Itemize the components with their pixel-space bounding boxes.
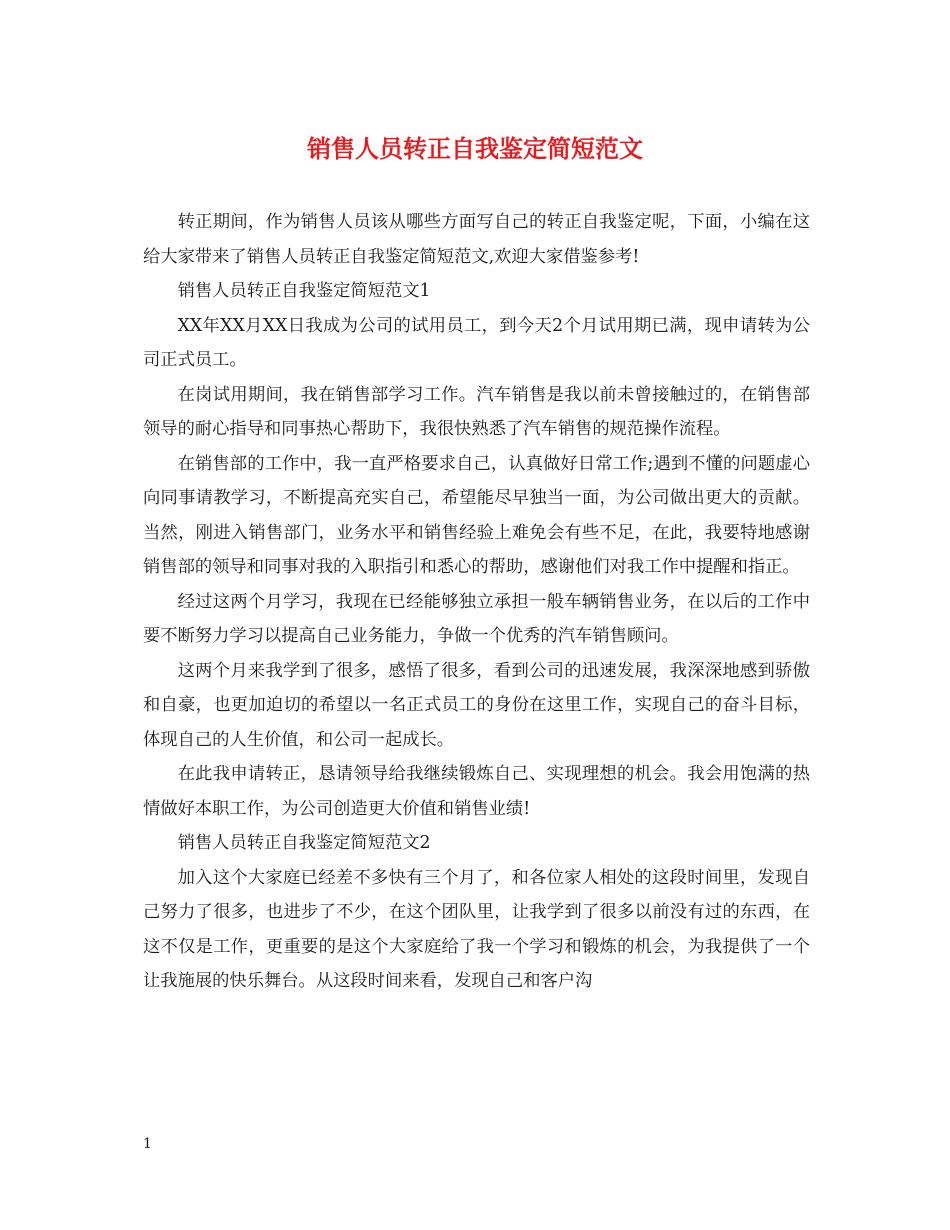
body-paragraph: 加入这个大家庭已经差不多快有三个月了，和各位家人相处的这段时间里，发现自己努力了很多，也进步了不少，在这个团队里，让我学到了很多以前没有过的东西，在这不仅是工作，更重要的是这个大家庭给了我一个学习和锻炼的机会，为我提供了一个让我施展的快乐舞台。从这段时间来看，发现自己和客户沟 xyxy=(143,867,810,991)
page-number: 1 xyxy=(143,1136,152,1152)
document-body xyxy=(143,205,810,999)
section-heading-1: 销售人员转正自我鉴定简短范文1 xyxy=(177,281,431,301)
section-heading-2: 销售人员转正自我鉴定简短范文2 xyxy=(177,833,431,853)
body-paragraph: 在岗试用期间，我在销售部学习工作。汽车销售是我以前未曾接触过的，在销售部领导的耐心指导和同事热心帮助下，我很快熟悉了汽车销售的规范操作流程。 xyxy=(143,384,810,439)
body-paragraph: 经过这两个月学习，我现在已经能够独立承担一般车辆销售业务，在以后的工作中要不断努力学习以提高自己业务能力，争做一个优秀的汽车销售顾问。 xyxy=(143,591,810,646)
body-paragraph: XX年XX月XX日我成为公司的试用员工，到今天2个月试用期已满，现申请转为公司正式员工。 xyxy=(143,315,810,370)
document-title: 销售人员转正自我鉴定简短范文 xyxy=(307,134,643,163)
body-paragraph: 在此我申请转正，恳请领导给我继续锻炼自己、实现理想的机会。我会用饱满的热情做好本职工作，为公司创造更大价值和销售业绩! xyxy=(143,764,810,819)
body-paragraph: 这两个月来我学到了很多，感悟了很多，看到公司的迅速发展，我深深地感到骄傲和自豪，也更加迫切的希望以一名正式员工的身份在这里工作，实现自己的奋斗目标，体现自己的人生价值，和公司一起成长。 xyxy=(143,660,810,750)
intro-paragraph: 转正期间，作为销售人员该从哪些方面写自己的转正自我鉴定呢，下面，小编在这给大家带来了销售人员转正自我鉴定简短范文,欢迎大家借鉴参考! xyxy=(143,212,810,267)
body-paragraph: 在销售部的工作中，我一直严格要求自己，认真做好日常工作;遇到不懂的问题虚心向同事请教学习，不断提高充实自己，希望能尽早独当一面，为公司做出更大的贡献。当然，刚进入销售部门，业务水平和销售经验上难免会有些不足，在此，我要特地感谢销售部的领导和同事对我的入职指引和悉心的帮助，感谢他们对我工作中提醒和指正。 xyxy=(143,453,810,577)
